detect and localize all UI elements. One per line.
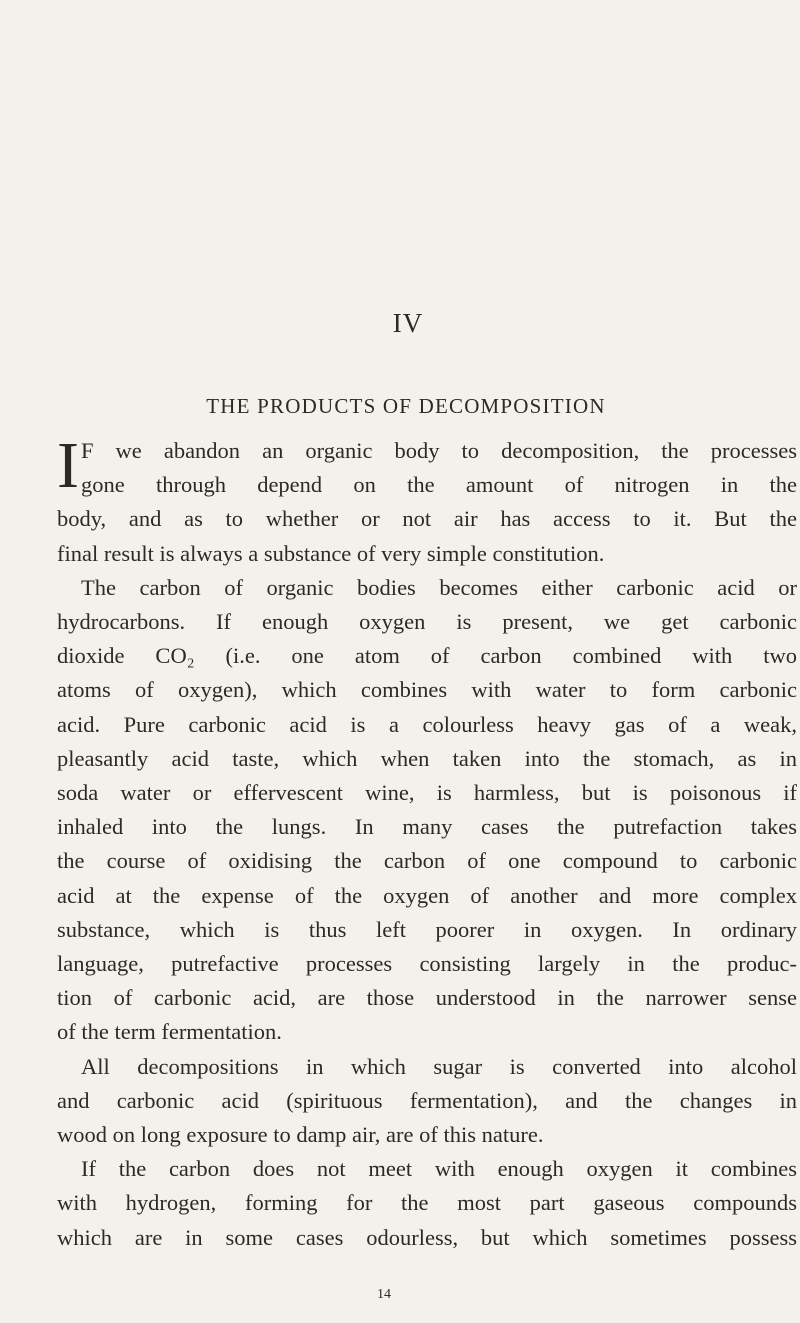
text-line: F we abandon an organic body to decomposition, the processes: [81, 438, 797, 463]
text-line: All decompositions in which sugar is converted into alcohol: [81, 1053, 797, 1079]
text-line: soda water or effervescent wine, is harmless, but is poisonous if: [57, 780, 797, 806]
text-line: pleasantly acid taste, which when taken into the stomach, as in: [57, 745, 797, 771]
text-line: body, and as to whether or not air has access to it. But the: [57, 506, 797, 532]
text-line: with hydrogen, forming for the most part gaseous compounds: [57, 1190, 797, 1216]
text-line: acid. Pure carbonic acid is a colourless heavy gas of a weak,: [57, 711, 797, 737]
text-line: and carbonic acid (spirituous fermentation), and the changes in: [57, 1087, 797, 1113]
text-line: final result is always a substance of very simple constitution.: [57, 540, 605, 566]
chapter-number: IV: [392, 308, 424, 338]
text-line: The carbon of organic bodies becomes either carbonic acid or: [81, 574, 797, 600]
text-line: acid at the expense of the oxygen of another and more complex: [57, 882, 797, 908]
text-line: wood on long exposure to damp air, are of this nature.: [57, 1122, 544, 1148]
text-line: the course of oxidising the carbon of one compound to carbonic: [57, 848, 797, 874]
page-number: 14: [377, 1287, 391, 1302]
text-line: substance, which is thus left poorer in oxygen. In ordinary: [57, 916, 797, 942]
text-line: hydrocarbons. If enough oxygen is present, we get carbonic: [57, 609, 797, 635]
text-line: inhaled into the lungs. In many cases the putrefaction takes: [57, 814, 797, 840]
chapter-title: THE PRODUCTS OF DECOMPOSITION: [206, 394, 606, 418]
text-line: If the carbon does not meet with enough oxygen it combines: [81, 1156, 797, 1182]
text-line: of the term fermentation.: [57, 1019, 282, 1045]
text-line: dioxide CO₂ (i.e. one atom of carbon combined with two: [57, 643, 797, 669]
text-line: which are in some cases odourless, but which sometimes possess: [57, 1224, 797, 1250]
text-line: gone through depend on the amount of nitrogen in the: [81, 472, 797, 498]
drop-cap: I: [57, 429, 79, 502]
text-line: tion of carbonic acid, are those understood in the narrower sense: [57, 985, 797, 1011]
text-line: atoms of oxygen), which combines with water to form carbonic: [57, 677, 797, 703]
text-line: language, putrefactive processes consisting largely in the produc-: [57, 951, 797, 977]
body-text: [57, 429, 797, 1255]
